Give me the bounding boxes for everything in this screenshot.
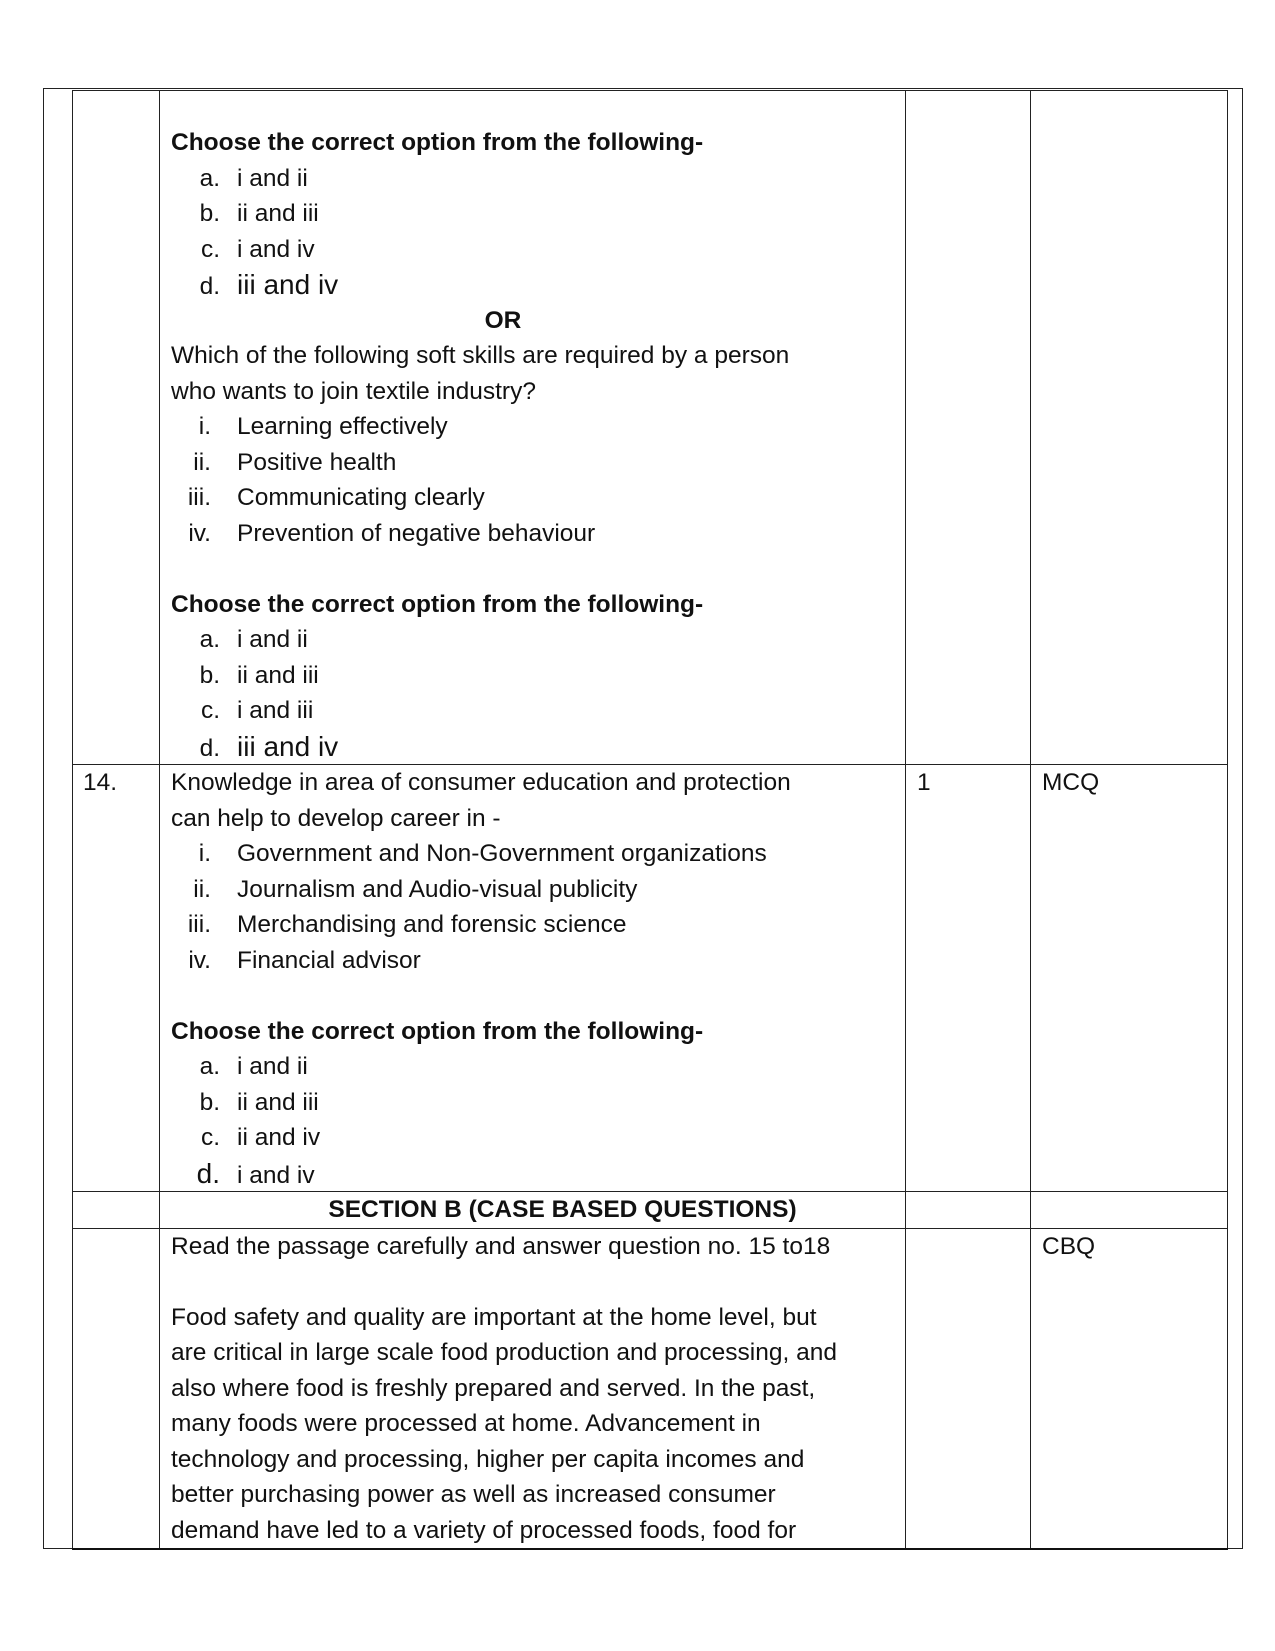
passage-line: Food safety and quality are important at the home level, but bbox=[171, 1303, 817, 1331]
question-cell bbox=[160, 1228, 906, 1549]
marks-value: 1 bbox=[917, 769, 931, 796]
question-type: MCQ bbox=[1042, 769, 1100, 796]
option-a: a. i and ii bbox=[199, 1053, 308, 1080]
section-heading: SECTION B (CASE BASED QUESTIONS) bbox=[328, 1196, 797, 1223]
option-c: c. i and iii bbox=[200, 697, 314, 724]
question-number-cell bbox=[73, 91, 160, 765]
question-number: 14. bbox=[83, 769, 118, 796]
question-cell bbox=[160, 91, 906, 765]
option-d: d. i and iv bbox=[196, 1157, 315, 1189]
list-item-iv: iv. Financial advisor bbox=[188, 946, 421, 974]
passage-line: also where food is freshly prepared and served. In the past, bbox=[171, 1374, 816, 1402]
option-c: c. ii and iv bbox=[200, 1124, 321, 1151]
question-cell bbox=[160, 765, 906, 1192]
type-cell bbox=[1031, 765, 1228, 1192]
question-text-line-1: Knowledge in area of consumer education and protection bbox=[171, 769, 791, 796]
type-cell bbox=[1031, 91, 1228, 765]
question-table bbox=[72, 90, 1228, 1550]
option-b: b. ii and iii bbox=[199, 200, 319, 227]
list-item-iii: iii. Merchandising and forensic science bbox=[187, 911, 627, 938]
question-text-line-2: can help to develop career in - bbox=[171, 804, 501, 832]
list-item-iv: iv. Prevention of negative behaviour bbox=[188, 519, 596, 547]
option-b: b. ii and iii bbox=[199, 661, 319, 689]
option-d: d. iii and iv bbox=[199, 730, 339, 762]
list-item-i: i. Government and Non-Government organizations bbox=[198, 840, 767, 867]
option-c: c. i and iv bbox=[200, 235, 315, 263]
table-row-q14 bbox=[73, 765, 1228, 1192]
marks-cell bbox=[906, 765, 1031, 1192]
list-item-ii: ii. Positive health bbox=[193, 448, 397, 476]
passage-line: many foods were processed at home. Advancement in bbox=[171, 1410, 761, 1437]
choose-heading: Choose the correct option from the following- bbox=[171, 590, 704, 618]
option-a: a. i and ii bbox=[199, 626, 308, 653]
marks-cell bbox=[906, 1228, 1031, 1549]
question-text-line-1: Which of the following soft skills are required by a person bbox=[171, 342, 790, 369]
list-item-i: i. Learning effectively bbox=[198, 413, 448, 440]
option-a: a. i and ii bbox=[199, 164, 308, 192]
type-cell bbox=[1031, 1228, 1228, 1549]
choose-heading: Choose the correct option from the following- bbox=[171, 129, 704, 156]
passage-line: technology and processing, higher per capita incomes and bbox=[171, 1445, 805, 1473]
or-label: OR bbox=[484, 306, 522, 334]
question-number-cell bbox=[73, 1228, 160, 1549]
option-d: d. iii and iv bbox=[199, 269, 339, 300]
choose-heading: Choose the correct option from the following- bbox=[171, 1017, 704, 1045]
passage-line: better purchasing power as well as increased consumer bbox=[171, 1481, 776, 1508]
list-item-ii: ii. Journalism and Audio-visual publicity bbox=[193, 875, 638, 903]
instruction-text: Read the passage carefully and answer question no. 15 to18 bbox=[171, 1232, 831, 1260]
question-number-cell bbox=[73, 765, 160, 1192]
passage-line: are critical in large scale food production and processing, and bbox=[171, 1339, 837, 1366]
question-text-line-2: who wants to join textile industry? bbox=[171, 377, 536, 405]
marks-cell bbox=[906, 91, 1031, 765]
table-row-section-heading bbox=[73, 1192, 1228, 1229]
passage-line: demand have led to a variety of processed foods, food for bbox=[171, 1516, 797, 1544]
option-b: b. ii and iii bbox=[199, 1088, 319, 1116]
question-type: CBQ bbox=[1042, 1232, 1096, 1260]
table-row-q13-continued bbox=[73, 91, 1228, 765]
list-item-iii: iii. Communicating clearly bbox=[187, 484, 485, 511]
table-row-cbq bbox=[73, 1228, 1228, 1549]
